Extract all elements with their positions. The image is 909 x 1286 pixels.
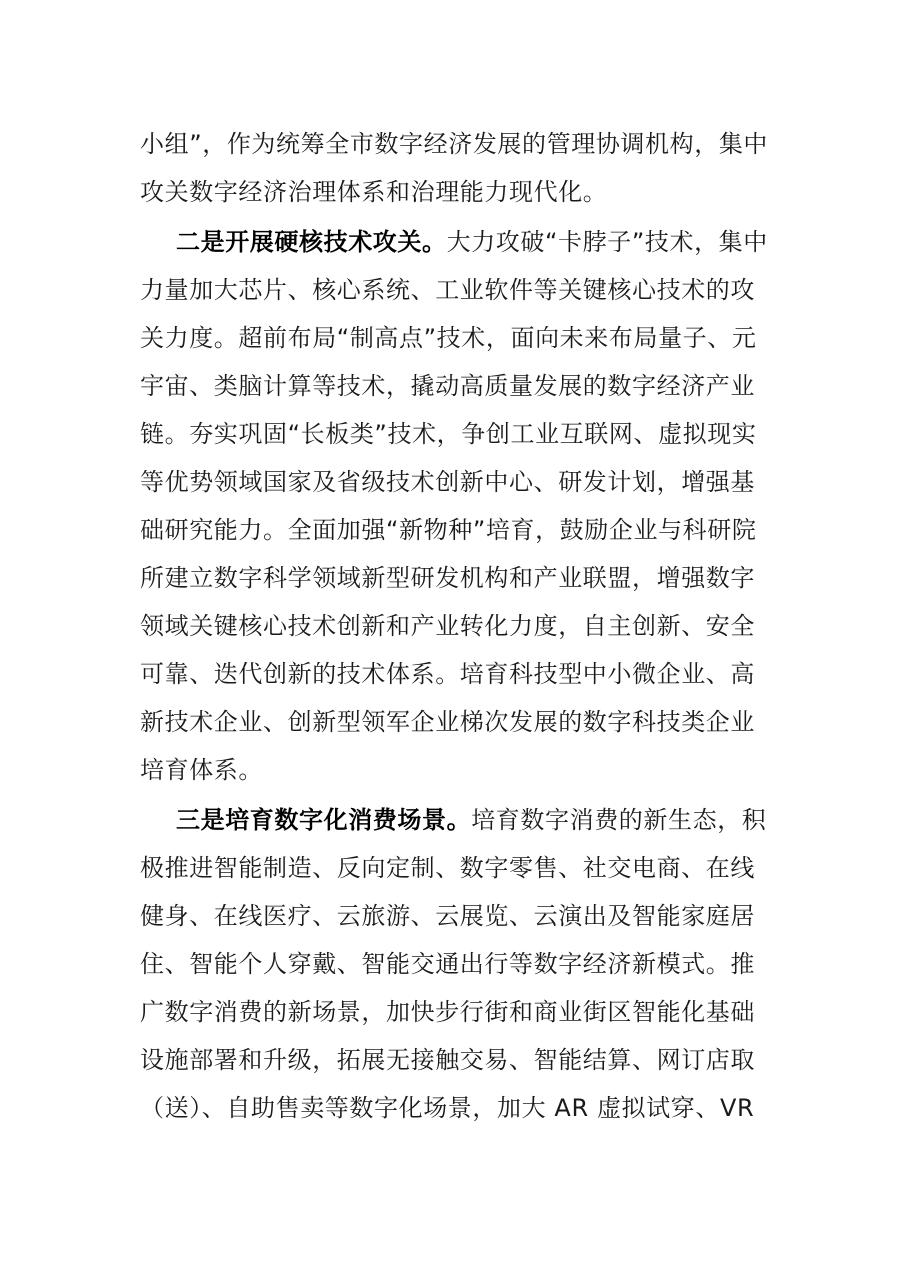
line-text: 领域关键核心技术创新和产业转化力度，自主创新、安全 xyxy=(140,612,755,640)
line-text: 所建立数字科学领域新型研发机构和产业联盟，增强数字 xyxy=(140,564,755,592)
text-line xyxy=(140,602,780,650)
text-line xyxy=(140,746,780,794)
line-text: 广数字消费的新场景，加快步行街和商业街区智能化基础 xyxy=(140,998,755,1026)
text-line xyxy=(140,362,780,410)
line-text: 培育数字消费的新生态，积 xyxy=(471,806,767,834)
line-text: 设施部署和升级，拓展无接触交易、智能结算、网订店取 xyxy=(140,1046,755,1074)
line-text: 关力度。超前布局“制高点”技术，面向未来布局量子、元 xyxy=(140,324,757,352)
text-line xyxy=(140,266,780,314)
section-heading: 三是培育数字化消费场景。 xyxy=(176,806,472,834)
text-line xyxy=(140,314,780,362)
line-text: 极推进智能制造、反向定制、数字零售、社交电商、在线 xyxy=(140,854,755,882)
line-text: 培育体系。 xyxy=(140,756,263,784)
text-line xyxy=(140,650,780,698)
text-line xyxy=(140,410,780,458)
line-text: 等优势领域国家及省级技术创新中心、研发计划，增强基 xyxy=(140,468,755,496)
text-line xyxy=(140,554,780,602)
text-line xyxy=(140,940,780,988)
text-line xyxy=(140,506,780,554)
line-text: 可靠、迭代创新的技术体系。培育科技型中小微企业、高 xyxy=(140,660,755,688)
text-line xyxy=(176,218,780,266)
line-text: 住、智能个人穿戴、智能交通出行等数字经济新模式。推 xyxy=(140,950,755,978)
line-text: 新技术企业、创新型领军企业梯次发展的数字科技类企业 xyxy=(140,708,755,736)
text-line xyxy=(140,168,780,216)
text-line xyxy=(140,988,780,1036)
line-text: 大力攻破“卡脖子”技术，集中 xyxy=(446,228,768,256)
text-line xyxy=(140,1036,780,1084)
text-line xyxy=(140,458,780,506)
section-heading: 二是开展硬核技术攻关。 xyxy=(176,228,447,256)
line-text: 攻关数字经济治理体系和治理能力现代化。 xyxy=(140,178,608,206)
line-text: 宇宙、类脑计算等技术，撬动高质量发展的数字经济产业 xyxy=(140,372,755,400)
text-line xyxy=(140,844,780,892)
line-text: 链。夯实巩固“长板类”技术，争创工业互联网、虚拟现实 xyxy=(140,420,757,448)
line-text: 础研究能力。全面加强“新物种”培育，鼓励企业与科研院 xyxy=(140,516,757,544)
text-line xyxy=(140,698,780,746)
line-text: 小组”，作为统筹全市数字经济发展的管理协调机构，集中 xyxy=(140,130,769,158)
text-line xyxy=(140,892,780,940)
line-text: 力量加大芯片、核心系统、工业软件等关键核心技术的攻 xyxy=(140,276,755,304)
text-line xyxy=(176,796,780,844)
text-line xyxy=(140,1084,780,1132)
document-body xyxy=(140,120,780,1132)
line-text: 健身、在线医疗、云旅游、云展览、云演出及智能家庭居 xyxy=(140,902,755,930)
line-text: （送）、自助售卖等数字化场景，加大 AR 虚拟试穿、VR xyxy=(140,1094,755,1122)
text-line xyxy=(140,120,780,168)
